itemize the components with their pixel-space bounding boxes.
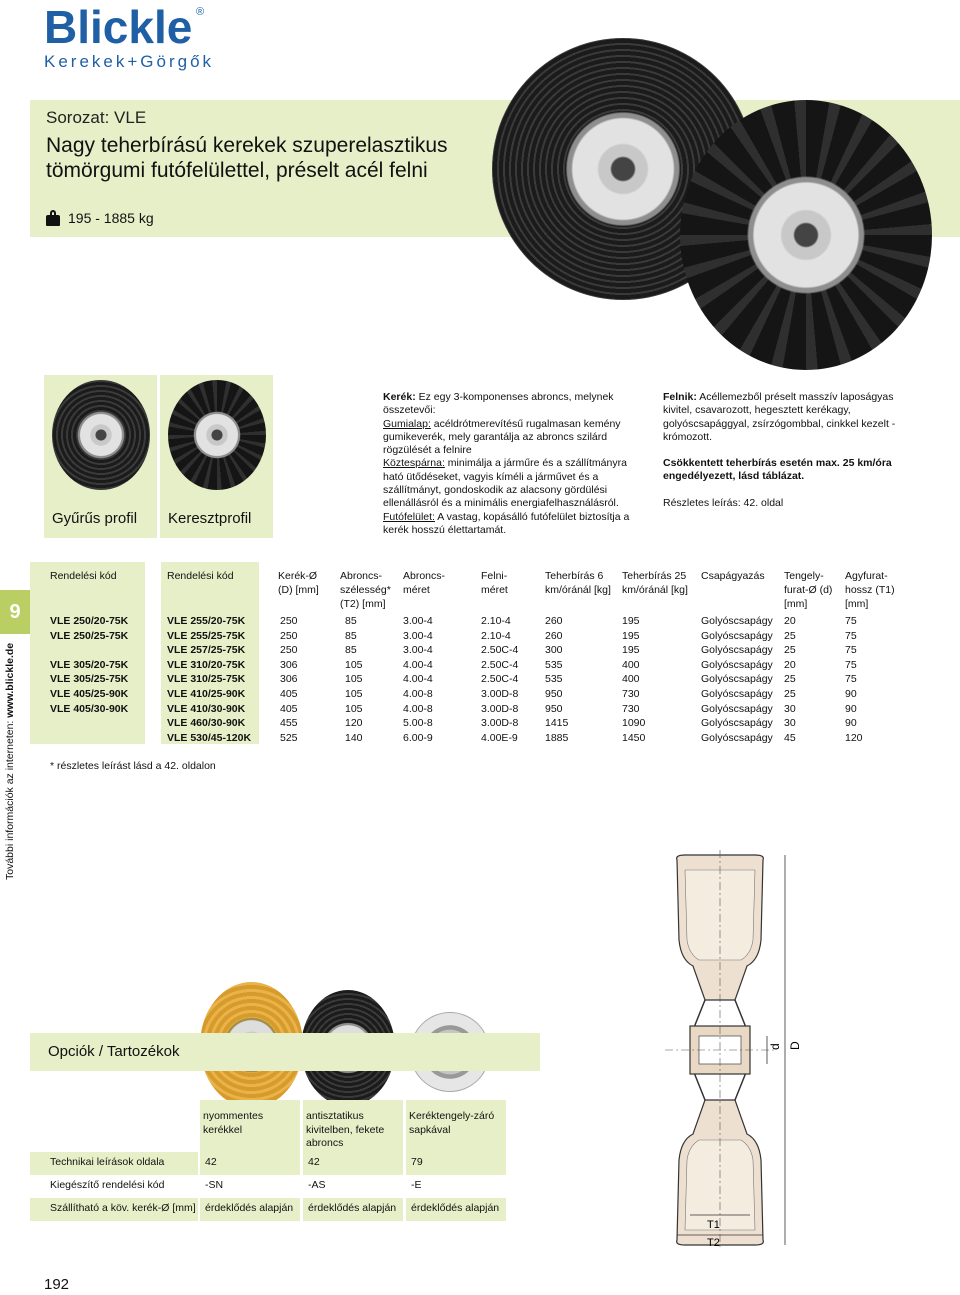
options-cell: 42 bbox=[205, 1156, 217, 1168]
cell-tyre-width: 140 bbox=[345, 731, 363, 744]
cell-order-code-a: VLE 305/25-75K bbox=[50, 673, 129, 686]
cell-hub-length: 120 bbox=[845, 731, 863, 744]
cell-tyre-width: 105 bbox=[345, 673, 363, 686]
header-tyre-width: Abroncs- szélesség* (T2) [mm] bbox=[340, 570, 391, 610]
cell-rim-size: 2.10-4 bbox=[481, 629, 511, 642]
profile-cross-label: Keresztprofil bbox=[168, 510, 252, 527]
order-table-header bbox=[30, 562, 960, 612]
options-row-label: Szállítható a köv. kerék-Ø [mm] bbox=[50, 1202, 196, 1214]
cell-load-25: 195 bbox=[622, 629, 640, 642]
cell-tyre-width: 105 bbox=[345, 702, 363, 715]
dimension-label-d: d bbox=[768, 1043, 782, 1050]
cell-load-25: 730 bbox=[622, 702, 640, 715]
chapter-tab: 9 bbox=[0, 590, 30, 634]
options-header bbox=[30, 1033, 540, 1071]
dimension-label-T1: T1 bbox=[707, 1219, 720, 1231]
cell-tyre-size: 5.00-8 bbox=[403, 717, 433, 730]
page-title: Nagy teherbírású kerekek szuperelasztikus tömörgumi futófelülettel, préselt acél felni bbox=[46, 134, 448, 182]
options-cell: 42 bbox=[308, 1156, 320, 1168]
options-cell: 79 bbox=[411, 1156, 423, 1168]
cell-load-6: 950 bbox=[545, 702, 563, 715]
table-row bbox=[30, 687, 960, 702]
cell-wheel-diameter: 250 bbox=[280, 629, 298, 642]
header-tyre-size: Abroncs- méret bbox=[403, 570, 446, 596]
cell-bearing: Golyóscsapágy bbox=[701, 644, 773, 657]
table-row bbox=[30, 702, 960, 717]
dimension-label-D: D bbox=[788, 1041, 802, 1050]
cell-load-6: 1415 bbox=[545, 717, 569, 730]
cell-wheel-diameter: 250 bbox=[280, 615, 298, 627]
cell-tyre-size: 3.00-4 bbox=[403, 644, 433, 657]
cell-hub-length: 75 bbox=[845, 615, 857, 627]
profile-ribbed-label: Gyűrűs profil bbox=[52, 510, 138, 527]
cell-load-6: 535 bbox=[545, 658, 563, 671]
cell-tyre-width: 105 bbox=[345, 658, 363, 671]
wheel-text: Ez egy 3-komponenses abroncs, melynek összetevői: bbox=[383, 391, 614, 417]
table-footnote: * részletes leírást lásd a 42. oldalon bbox=[50, 760, 216, 772]
cell-order-code-a: VLE 405/30-90K bbox=[50, 702, 129, 715]
cell-rim-size: 2.50C-4 bbox=[481, 673, 519, 686]
logo-subtitle: Kerekek+Görgők bbox=[44, 52, 215, 71]
cell-order-code-a: VLE 405/25-90K bbox=[50, 687, 129, 700]
cell-hub-length: 90 bbox=[845, 717, 857, 730]
cell-axle-bore: 25 bbox=[784, 673, 796, 686]
cell-load-25: 1090 bbox=[622, 717, 646, 730]
cell-load-25: 400 bbox=[622, 673, 640, 686]
profile-cross bbox=[160, 375, 273, 538]
cell-load-25: 1450 bbox=[622, 731, 646, 744]
options-title: Opciók / Tartozékok bbox=[48, 1043, 180, 1060]
block-tread-wheel-photo bbox=[680, 100, 932, 370]
header-load-6: Teherbírás 6 km/óránál [kg] bbox=[545, 570, 611, 596]
cell-bearing: Golyóscsapágy bbox=[701, 629, 773, 642]
cell-wheel-diameter: 455 bbox=[280, 717, 298, 730]
cell-axle-bore: 20 bbox=[784, 658, 796, 671]
option-header-axle-cap: Keréktengely-záró sapkával bbox=[409, 1110, 495, 1136]
cell-load-25: 400 bbox=[622, 658, 640, 671]
options-row-label: Technikai leírások oldala bbox=[50, 1156, 165, 1168]
table-row bbox=[30, 672, 960, 687]
cell-axle-bore: 25 bbox=[784, 629, 796, 642]
load-range bbox=[46, 210, 154, 226]
cell-axle-bore: 30 bbox=[784, 717, 796, 730]
logo-wordmark: Blickle bbox=[44, 1, 193, 53]
reduced-load-note: Csökkentett teherbírás esetén max. 25 km/óra engedélyezett, lásd táblázat. bbox=[663, 457, 892, 483]
wheel-heading: Kerék: bbox=[383, 391, 416, 403]
rim-text: Acéllemezből préselt masszív laposágyas kivitel, csavarozott, hegesztett kerékagy, golyóscsapággyal, zsírzógombbal, cinkkel kezelt - krómozott. bbox=[663, 391, 896, 443]
options-cell: -E bbox=[411, 1179, 422, 1191]
rim-description bbox=[663, 391, 923, 510]
cell-tyre-size: 6.00-9 bbox=[403, 731, 433, 744]
cell-load-6: 535 bbox=[545, 673, 563, 686]
cell-rim-size: 2.10-4 bbox=[481, 615, 511, 627]
table-row bbox=[30, 629, 960, 644]
cell-tyre-width: 85 bbox=[345, 629, 357, 642]
cell-hub-length: 75 bbox=[845, 658, 857, 671]
cell-hub-length: 75 bbox=[845, 644, 857, 657]
side-web-url[interactable]: www.blickle.de bbox=[4, 642, 16, 718]
cell-tyre-width: 85 bbox=[345, 615, 357, 627]
cell-wheel-diameter: 306 bbox=[280, 658, 298, 671]
cell-bearing: Golyóscsapágy bbox=[701, 658, 773, 671]
cell-tyre-size: 4.00-4 bbox=[403, 658, 433, 671]
header-wheel-diameter: Kerék-Ø (D) [mm] bbox=[278, 570, 319, 596]
order-table bbox=[30, 562, 960, 743]
cell-wheel-diameter: 306 bbox=[280, 673, 298, 686]
details-reference: Részletes leírás: 42. oldal bbox=[663, 496, 784, 509]
options-cell: érdeklődés alapján bbox=[308, 1202, 397, 1214]
series-label: Sorozat: VLE bbox=[46, 108, 147, 127]
koztesparna-text: minimálja a járműre és a szállítmányra ható ütődéseket, vagyis kíméli a járművet és a szállítmányt, gondoskodik az alacsony gördülési ellenállásról és a minimális energiafelhasználásról. bbox=[383, 457, 627, 510]
header-order-code-b: Rendelési kód bbox=[167, 570, 234, 582]
cell-wheel-diameter: 250 bbox=[280, 644, 298, 657]
cell-tyre-size: 4.00-8 bbox=[403, 702, 433, 715]
weight-icon bbox=[46, 210, 60, 226]
option-header-antistatic: antisztatikus kivitelben, fekete abroncs bbox=[306, 1110, 385, 1149]
options-table bbox=[30, 1100, 540, 1221]
wheel-cross-section-drawing bbox=[655, 850, 815, 1250]
cell-hub-length: 75 bbox=[845, 629, 857, 642]
cell-load-25: 195 bbox=[622, 615, 640, 627]
header-bearing: Csapágyazás bbox=[701, 570, 765, 582]
cell-load-6: 260 bbox=[545, 629, 563, 642]
gumialap-label: Gumialap: bbox=[383, 417, 431, 430]
wheel-description bbox=[383, 391, 648, 537]
gumialap-text: acéldrótmerevítésű rugalmasan kemény gumikeverék, mely garantálja az abroncs szilárd rögzülését a felnire bbox=[383, 417, 621, 457]
cell-tyre-size: 3.00-4 bbox=[403, 615, 433, 627]
table-row bbox=[30, 731, 960, 746]
cell-order-code-b: VLE 460/30-90K bbox=[167, 717, 246, 730]
profile-ribbed bbox=[44, 375, 157, 538]
option-header-non-marking: nyommentes kerékkel bbox=[203, 1110, 264, 1136]
table-row bbox=[30, 643, 960, 658]
load-range-value: 195 - 1885 kg bbox=[68, 210, 154, 226]
futofelulet-label: Futófelület: bbox=[383, 510, 435, 523]
cell-order-code-b: VLE 410/25-90K bbox=[167, 687, 246, 700]
cell-order-code-a: VLE 305/20-75K bbox=[50, 658, 129, 671]
cell-order-code-b: VLE 257/25-75K bbox=[167, 644, 246, 657]
cell-hub-length: 90 bbox=[845, 687, 857, 700]
table-row bbox=[30, 716, 960, 731]
cell-order-code-b: VLE 255/20-75K bbox=[167, 615, 246, 627]
cell-bearing: Golyóscsapágy bbox=[701, 615, 773, 627]
cell-load-6: 260 bbox=[545, 615, 563, 627]
cell-load-25: 730 bbox=[622, 687, 640, 700]
rim-heading: Felnik: bbox=[663, 391, 697, 403]
cell-load-6: 1885 bbox=[545, 731, 569, 744]
cell-rim-size: 2.50C-4 bbox=[481, 658, 519, 671]
cell-hub-length: 90 bbox=[845, 702, 857, 715]
cell-order-code-b: VLE 255/25-75K bbox=[167, 629, 246, 642]
options-cell: -AS bbox=[308, 1179, 326, 1191]
header-axle-bore: Tengely- furat-Ø (d) [mm] bbox=[784, 570, 833, 610]
cell-load-25: 195 bbox=[622, 644, 640, 657]
cell-axle-bore: 25 bbox=[784, 644, 796, 657]
cell-wheel-diameter: 525 bbox=[280, 731, 298, 744]
options-row bbox=[30, 1198, 540, 1221]
side-web-info bbox=[4, 643, 16, 880]
cell-load-6: 300 bbox=[545, 644, 563, 657]
options-row-label: Kiegészítő rendelési kód bbox=[50, 1179, 165, 1191]
futofelulet-text: A vastag, kopásálló futófelület biztosítja a kerék hosszú élettartamát. bbox=[383, 510, 630, 536]
cell-order-code-b: VLE 530/45-120K bbox=[167, 731, 252, 744]
cell-tyre-size: 4.00-4 bbox=[403, 673, 433, 686]
cell-axle-bore: 25 bbox=[784, 687, 796, 700]
dimension-label-T2: T2 bbox=[707, 1237, 720, 1249]
header-rim-size: Felni- méret bbox=[481, 570, 508, 596]
cell-bearing: Golyóscsapágy bbox=[701, 687, 773, 700]
cell-rim-size: 3.00D-8 bbox=[481, 717, 519, 730]
table-row bbox=[30, 614, 960, 629]
header-hub-length: Agyfurat- hossz (T1) [mm] bbox=[845, 570, 895, 610]
cell-hub-length: 75 bbox=[845, 673, 857, 686]
options-cell: érdeklődés alapján bbox=[411, 1202, 500, 1214]
cell-rim-size: 2.50C-4 bbox=[481, 644, 519, 657]
header-load-25: Teherbírás 25 km/óránál [kg] bbox=[622, 570, 688, 596]
cell-tyre-width: 105 bbox=[345, 687, 363, 700]
blickle-logo bbox=[44, 1, 215, 72]
cell-bearing: Golyóscsapágy bbox=[701, 702, 773, 715]
cell-order-code-a: VLE 250/20-75K bbox=[50, 615, 129, 627]
cell-order-code-b: VLE 410/30-90K bbox=[167, 702, 246, 715]
cell-axle-bore: 45 bbox=[784, 731, 796, 744]
cell-axle-bore: 20 bbox=[784, 615, 796, 627]
logo-registered-mark: ® bbox=[196, 6, 205, 18]
cell-tyre-width: 120 bbox=[345, 717, 363, 730]
cell-rim-size: 3.00D-8 bbox=[481, 702, 519, 715]
header-order-code-a: Rendelési kód bbox=[50, 570, 117, 582]
cell-wheel-diameter: 405 bbox=[280, 702, 298, 715]
cell-tyre-size: 3.00-4 bbox=[403, 629, 433, 642]
cell-bearing: Golyóscsapágy bbox=[701, 731, 773, 744]
cell-bearing: Golyóscsapágy bbox=[701, 717, 773, 730]
side-web-info-text: További információk az interneten: bbox=[4, 717, 16, 880]
cell-order-code-a: VLE 250/25-75K bbox=[50, 629, 129, 642]
cell-rim-size: 3.00D-8 bbox=[481, 687, 519, 700]
cell-order-code-b: VLE 310/20-75K bbox=[167, 658, 246, 671]
cell-rim-size: 4.00E-9 bbox=[481, 731, 518, 744]
cross-profile-image bbox=[168, 380, 266, 490]
cell-tyre-size: 4.00-8 bbox=[403, 687, 433, 700]
cell-load-6: 950 bbox=[545, 687, 563, 700]
koztesparna-label: Köztespárna: bbox=[383, 457, 445, 470]
cell-axle-bore: 30 bbox=[784, 702, 796, 715]
cell-order-code-b: VLE 310/25-75K bbox=[167, 673, 246, 686]
page-number: 192 bbox=[44, 1276, 70, 1293]
options-cell: -SN bbox=[205, 1179, 224, 1191]
table-row bbox=[30, 658, 960, 673]
options-cell: érdeklődés alapján bbox=[205, 1202, 294, 1214]
cell-bearing: Golyóscsapágy bbox=[701, 673, 773, 686]
cell-tyre-width: 85 bbox=[345, 644, 357, 657]
options-row bbox=[30, 1175, 540, 1198]
cell-wheel-diameter: 405 bbox=[280, 687, 298, 700]
ribbed-profile-image bbox=[52, 380, 150, 490]
options-row bbox=[30, 1152, 540, 1175]
